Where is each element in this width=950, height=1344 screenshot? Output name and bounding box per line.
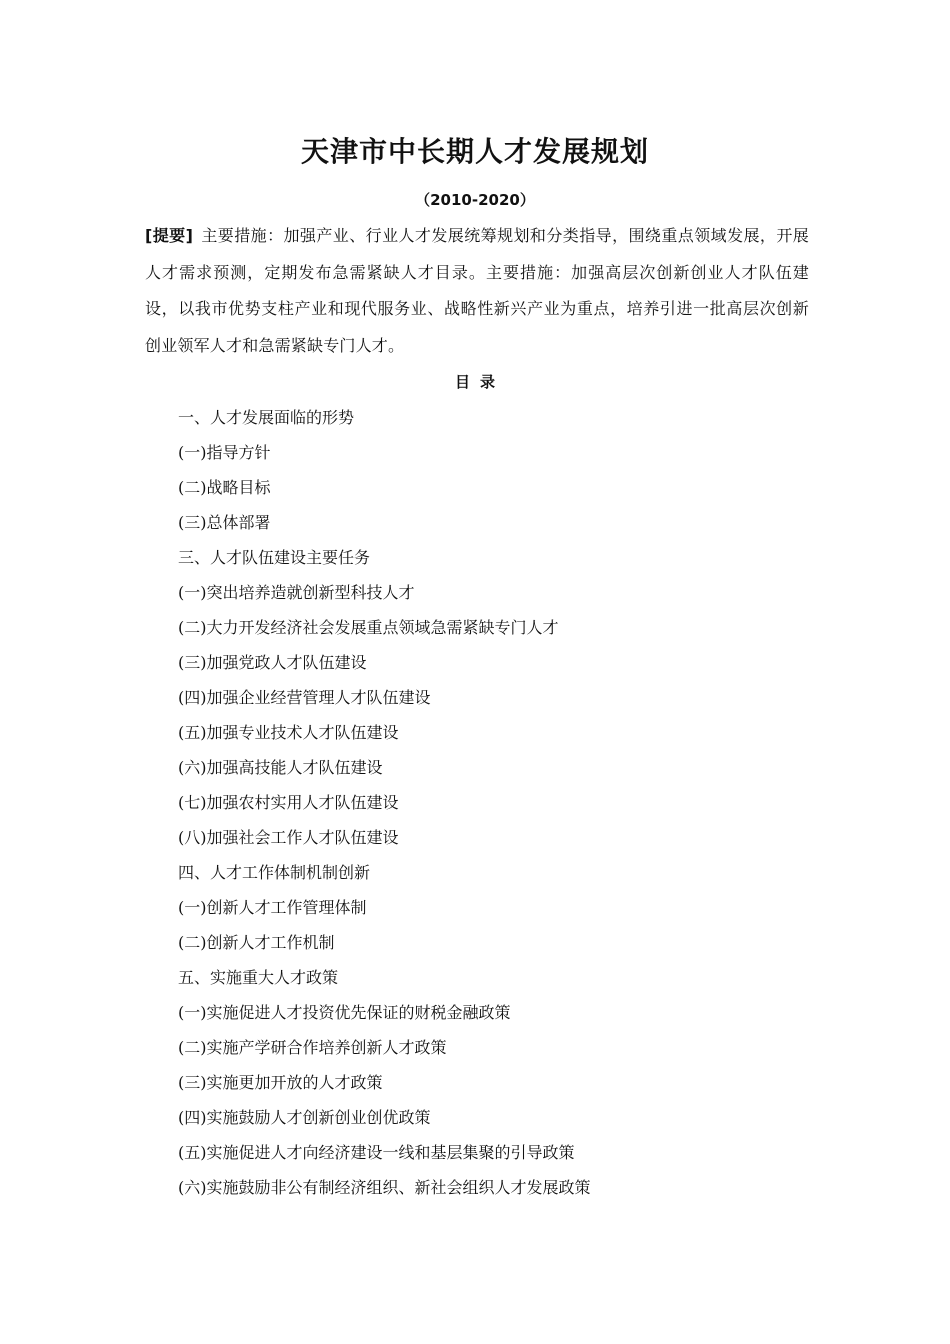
toc-item: (四)加强企业经营管理人才队伍建设	[178, 688, 431, 707]
toc-item: 一、人才发展面临的形势	[178, 408, 355, 427]
toc-item: (三)加强党政人才队伍建设	[178, 653, 367, 672]
toc-item: (二)实施产学研合作培养创新人才政策	[178, 1038, 447, 1057]
table-of-contents	[178, 400, 818, 1205]
toc-item: (一)指导方针	[178, 443, 271, 462]
toc-item: (四)实施鼓励人才创新创业创优政策	[178, 1108, 431, 1127]
toc-item: (二)大力开发经济社会发展重点领域急需紧缺专门人才	[178, 618, 559, 637]
toc-item: (一)创新人才工作管理体制	[178, 898, 367, 917]
toc-item: (七)加强农村实用人才队伍建设	[178, 793, 399, 812]
toc-heading: 目录	[454, 373, 505, 391]
abstract-paragraph	[145, 218, 809, 364]
toc-item: 三、人才队伍建设主要任务	[178, 548, 371, 567]
toc-item: (五)实施促进人才向经济建设一线和基层集聚的引导政策	[178, 1143, 575, 1162]
abstract-tag: [提要]	[145, 226, 194, 245]
abstract-text: 主要措施：加强产业、行业人才发展统筹规划和分类指导，围绕重点领域发展，开展人才需求预测，定期发布急需紧缺人才目录。主要措施：加强高层次创新创业人才队伍建设，以我市优势支柱产业和现代服务业、战略性新兴产业为重点，培养引进一批高层次创新创业领军人才和急需紧缺专门人才。	[145, 226, 809, 355]
document-title: 天津市中长期人才发展规划	[300, 135, 649, 168]
document-subtitle: （2010-2020）	[415, 191, 535, 209]
toc-item: 五、实施重大人才政策	[178, 968, 339, 987]
toc-item: (一)实施促进人才投资优先保证的财税金融政策	[178, 1003, 511, 1022]
toc-item: (五)加强专业技术人才队伍建设	[178, 723, 399, 742]
toc-item: (二)创新人才工作机制	[178, 933, 335, 952]
toc-item: (六)加强高技能人才队伍建设	[178, 758, 383, 777]
toc-item: 四、人才工作体制机制创新	[178, 863, 371, 882]
toc-item: (一)突出培养造就创新型科技人才	[178, 583, 415, 602]
toc-item: (六)实施鼓励非公有制经济组织、新社会组织人才发展政策	[178, 1178, 591, 1197]
toc-item: (八)加强社会工作人才队伍建设	[178, 828, 399, 847]
toc-item: (二)战略目标	[178, 478, 271, 497]
toc-item: (三)实施更加开放的人才政策	[178, 1073, 383, 1092]
toc-item: (三)总体部署	[178, 513, 271, 532]
